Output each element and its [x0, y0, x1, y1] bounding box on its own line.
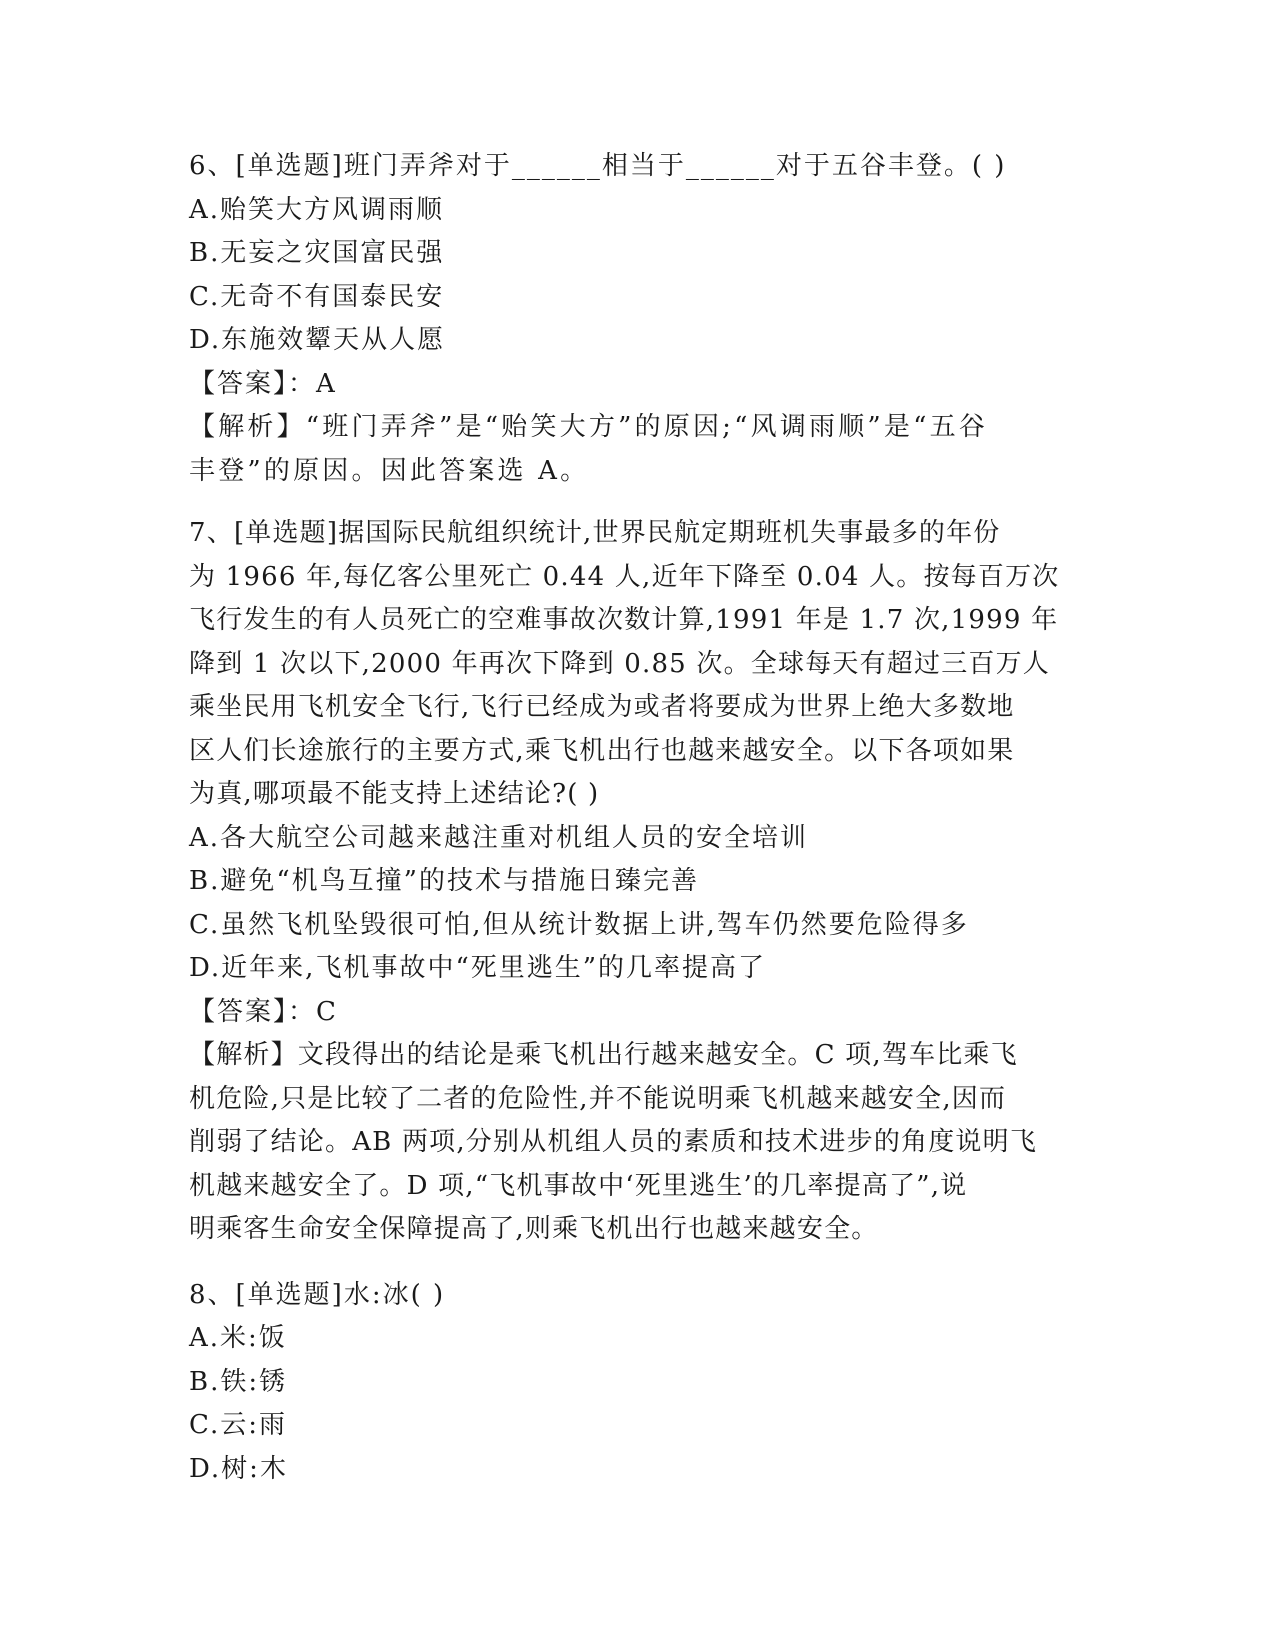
option-d: D.树:木 — [189, 1453, 288, 1484]
option-b: B.避免“机鸟互撞”的技术与措施日臻完善 — [189, 866, 699, 896]
question-stem-line: 降到 1 次以下,2000 年再次下降到 0.85 次。全球每天有超过三百万人 — [189, 648, 1050, 679]
question-7 — [189, 512, 1089, 1252]
analysis-line: 明乘客生命安全保障提高了,则乘飞机出行也越来越安全。 — [189, 1214, 879, 1244]
question-stem-line: 为真,哪项最不能支持上述结论?( ) — [189, 779, 600, 809]
analysis-line: 机危险,只是比较了二者的危险性,并不能说明乘飞机越来越安全,因而 — [189, 1083, 1007, 1114]
question-stem-line: 为 1966 年,每亿客公里死亡 0.44 人,近年下降至 0.04 人。按每百万次 — [189, 561, 1060, 592]
option-b: B.无妄之灾国富民强 — [189, 238, 445, 268]
question-8 — [189, 1274, 1089, 1492]
analysis-line: 丰登”的原因。因此答案选 A。 — [189, 455, 590, 486]
spacer — [189, 493, 1089, 512]
answer: 【答案】：A — [189, 368, 337, 399]
question-6 — [189, 145, 1089, 493]
analysis-line: 【解析】文段得出的结论是乘飞机出行越来越安全。C 项,驾车比乘飞 — [189, 1040, 1018, 1070]
question-stem-line: 7、[单选题]据国际民航组织统计,世界民航定期班机失事最多的年份 — [189, 518, 1001, 548]
option-a: A.米:饭 — [189, 1323, 287, 1353]
option-b: B.铁:锈 — [189, 1366, 288, 1397]
option-c: C.云:雨 — [189, 1410, 287, 1440]
question-stem-line: 区人们长途旅行的主要方式,乘飞机出行也越来越安全。以下各项如果 — [189, 735, 1015, 766]
question-stem-line: 飞行发生的有人员死亡的空难事故次数计算,1991 年是 1.7 次,1999 年 — [189, 605, 1059, 635]
option-d: D.东施效颦天从人愿 — [189, 325, 446, 355]
question-stem-line: 乘坐民用飞机安全飞行,飞行已经成为或者将要成为世界上绝大多数地 — [189, 692, 1015, 722]
option-a: A.各大航空公司越来越注重对机组人员的安全培训 — [189, 822, 809, 853]
analysis-line: 【解析】“班门弄斧”是“贻笑大方”的原因;“风调雨顺”是“五谷 — [189, 412, 989, 442]
question-stem: 8、[单选题]水:冰( ) — [189, 1279, 446, 1310]
question-stem: 6、[单选题]班门弄斧对于______相当于______对于五谷丰登。( ) — [189, 151, 1007, 181]
option-c: C.虽然飞机坠毁很可怕,但从统计数据上讲,驾车仍然要危险得多 — [189, 909, 969, 940]
question-list — [189, 145, 1089, 1491]
analysis-line: 机越来越安全了。D 项,“飞机事故中‘死里逃生’的几率提高了”,说 — [189, 1170, 968, 1201]
option-c: C.无奇不有国泰民安 — [189, 281, 445, 312]
option-d: D.近年来,飞机事故中“死里逃生”的几率提高了 — [189, 953, 767, 983]
analysis-line: 削弱了结论。AB 两项,分别从机组人员的素质和技术进步的角度说明飞 — [189, 1127, 1038, 1157]
answer: 【答案】：C — [189, 996, 338, 1027]
option-a: A.贻笑大方风调雨顺 — [189, 194, 445, 225]
spacer — [189, 1252, 1089, 1274]
